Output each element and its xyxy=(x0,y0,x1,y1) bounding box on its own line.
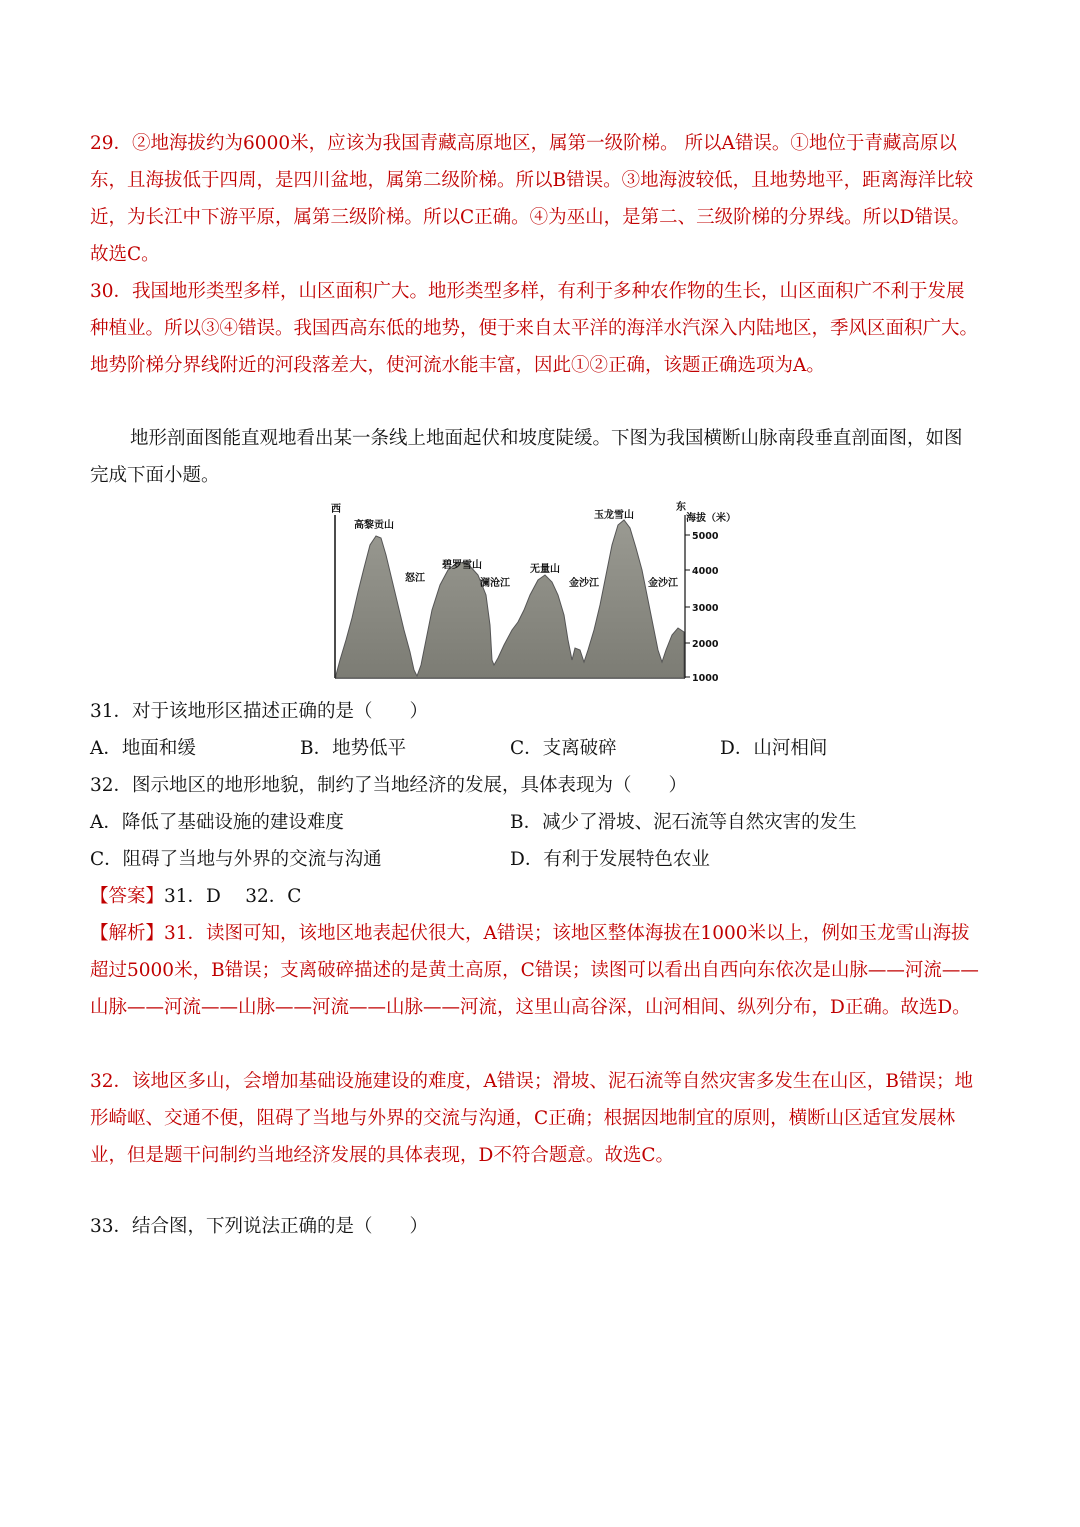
q32-options-row2 xyxy=(90,841,990,878)
analysis-32: 32．该地区多山，会增加基础设施建设的难度，A错误；滑坡、泥石流等自然灾害多发生在山区，B错误；地形崎岖、交通不便，阻碍了当地与外界的交流与沟通，C正确；根据因地制宜的原则，横断山区适宜发展林业，但是题干问制约当地经济发展的具体表现，D不符合题意。故选C。 xyxy=(90,1071,973,1166)
peak-label-yulong: 玉龙雪山 xyxy=(594,510,634,521)
q32-option-d: D．有利于发展特色农业 xyxy=(510,849,710,870)
elevation-ticks xyxy=(685,535,690,677)
answer-line xyxy=(90,878,980,915)
terrain-profile-svg xyxy=(328,500,748,685)
river-label-jinsha-1: 金沙江 xyxy=(569,578,599,589)
tick-label: 3000 xyxy=(692,603,719,614)
peak-label-biluo: 碧罗雪山 xyxy=(442,560,482,571)
tick-label: 2000 xyxy=(692,639,719,650)
q32-option-b: B．减少了滑坡、泥石流等自然灾害的发生 xyxy=(510,812,857,833)
axis-title: 海拔（米） xyxy=(686,513,736,524)
q32-options-row1 xyxy=(90,804,990,841)
question-32: 32．图示地区的地形地貌，制约了当地经济的发展，具体表现为（ ） xyxy=(90,775,688,796)
analysis-31 xyxy=(90,915,980,1026)
q31-options xyxy=(90,730,990,767)
peak-label-gaoligong: 高黎贡山 xyxy=(354,520,394,531)
west-label: 西 xyxy=(331,504,341,515)
river-label-lancang: 澜沧江 xyxy=(480,578,510,589)
q29-explanation: 29．②地海拔约为6000米，应该为我国青藏高原地区，属第一级阶梯。 所以A错误。①地位于青藏高原以东，且海拔低于四周，是四川盆地，属第二级阶梯。所以B错误。③地海波较低，且地势地平，距离海洋比较近，为长江中下游平原，属第三级阶梯。所以C正确。④为巫山，是第二、三级阶梯的分界线。所以D错误。故选C。 xyxy=(90,133,974,265)
river-label-nujiang: 怒江 xyxy=(405,573,425,584)
peak-label-wuliang: 无量山 xyxy=(530,564,560,575)
river-label-jinsha-2: 金沙江 xyxy=(648,578,678,589)
q31-option-b: B．地势低平 xyxy=(300,738,407,759)
q30-explanation: 30．我国地形类型多样，山区面积广大。地形类型多样，有利于多种农作物的生长，山区面积广不利于发展种植业。所以③④错误。我国西高东低的地势，便于来自太平洋的海洋水汽深入内陆地区，季风区面积广大。地势阶梯分界线附近的河段落差大，使河流水能丰富，因此①②正确，该题正确选项为A。 xyxy=(90,281,979,376)
tick-label: 1000 xyxy=(692,673,719,684)
terrain-silhouette xyxy=(336,520,684,678)
answer-tag: 【答案】 xyxy=(90,886,165,907)
q31-option-d: D．山河相间 xyxy=(720,738,828,759)
question-33: 33．结合图，下列说法正确的是（ ） xyxy=(90,1216,429,1237)
question-31: 31．对于该地形区描述正确的是（ ） xyxy=(90,701,429,722)
q31-option-c: C．支离破碎 xyxy=(510,738,617,759)
analysis-31-text: 31．读图可知，该地区地表起伏很大，A错误；该地区整体海拔在1000米以上，例如玉龙雪山海拔超过5000米，B错误；支离破碎描述的是黄土高原，C错误；读图可以看出自西向东依次是山脉——河流——山脉——河流——山脉——河流——山脉——河流，这里山高谷深，山河相间、纵列分布，D正确。故选D。 xyxy=(90,923,979,1018)
question-intro: 地形剖面图能直观地看出某一条线上地面起伏和坡度陡缓。下图为我国横断山脉南段垂直剖面图，如图完成下面小题。 xyxy=(90,428,963,486)
analysis-tag: 【解析】 xyxy=(90,923,165,944)
q32-option-a: A．降低了基础设施的建设难度 xyxy=(90,812,344,833)
tick-label: 4000 xyxy=(692,566,719,577)
q32-option-c: C．阻碍了当地与外界的交流与沟通 xyxy=(90,849,382,870)
east-label: 东 xyxy=(676,502,686,513)
tick-label: 5000 xyxy=(692,531,719,542)
answer-text: 31．D 32．C xyxy=(164,886,302,907)
q31-option-a: A．地面和缓 xyxy=(90,738,196,759)
terrain-profile-figure xyxy=(328,500,748,685)
